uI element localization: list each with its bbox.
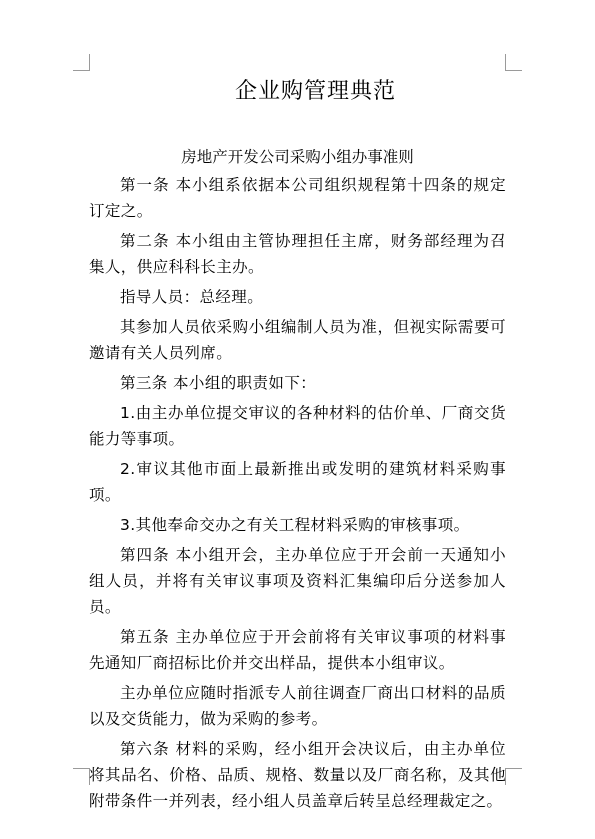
paragraph: 第一条 本小组系依据本公司组织规程第十四条的规定订定之。 <box>89 176 506 220</box>
crop-mark-bottom-left <box>73 768 90 785</box>
paragraph: 指导人员：总经理。 <box>120 288 264 306</box>
paragraph: 第六条 材料的采购，经小组开会决议后，由主办单位将其品名、价格、品质、规格、数量以及厂商名称，及其他附带条件一并列表，经小组人员盖章后转呈总经理裁定之。 <box>89 740 506 810</box>
document-body <box>89 172 506 818</box>
crop-mark-top-right <box>505 54 522 71</box>
document-subtitle: 房地产开发公司采购小组办事准则 <box>181 148 414 166</box>
crop-mark-top-left <box>73 54 90 71</box>
paragraph: 第五条 主办单位应于开会前将有关审议事项的材料事先通知厂商招标比价并交出样品，提供本小组审议。 <box>89 628 506 672</box>
paragraph: 3.其他奉命交办之有关工程材料采购的审核事项。 <box>120 516 470 534</box>
paragraph: 1.由主办单位提交审议的各种材料的估价单、厂商交货能力等事项。 <box>89 404 506 448</box>
document-title: 企业购管理典范 <box>234 79 396 104</box>
crop-mark-bottom-right <box>505 768 522 785</box>
paragraph: 第四条 本小组开会，主办单位应于开会前一天通知小组人员，并将有关审议事项及资料汇集编印后分送参加人员。 <box>89 546 506 616</box>
paragraph: 主办单位应随时指派专人前往调查厂商出口材料的品质以及交货能力，做为采购的参考。 <box>89 684 506 728</box>
paragraph: 第二条 本小组由主管协理担任主席，财务部经理为召集人，供应科科长主办。 <box>89 232 506 276</box>
paragraph: 第三条 本小组的职责如下： <box>120 374 317 392</box>
paragraph: 2.审议其他市面上最新推出或发明的建筑材料采购事项。 <box>89 460 506 504</box>
paragraph: 其参加人员依采购小组编制人员为准，但视实际需要可邀请有关人员列席。 <box>89 318 506 362</box>
